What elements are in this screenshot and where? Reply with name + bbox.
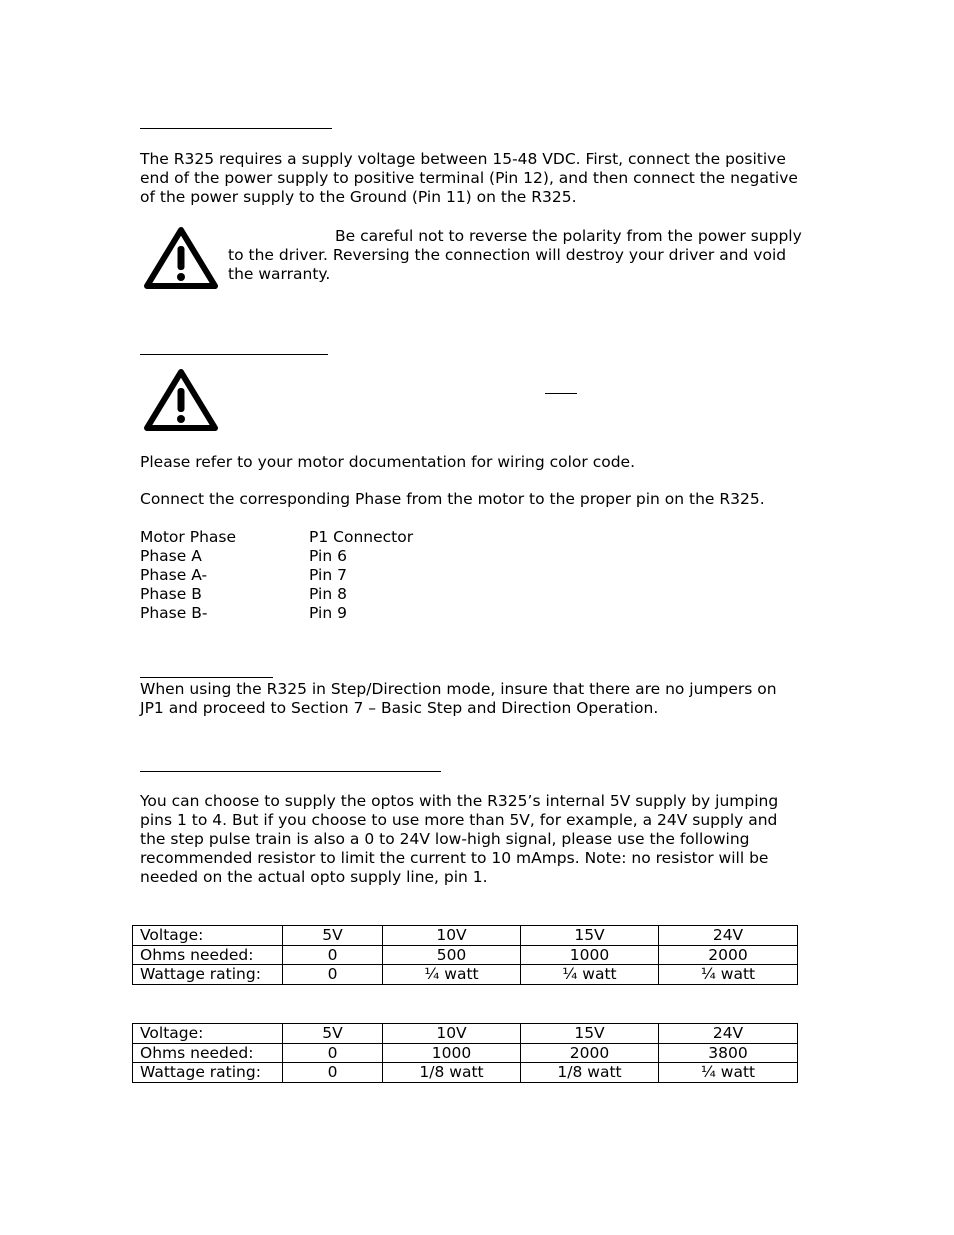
- table-cell: 10V: [383, 1024, 521, 1044]
- table-cell: 0: [283, 945, 383, 965]
- table-cell: Wattage rating:: [133, 965, 283, 985]
- text-line: You can choose to supply the optos with the R325’s internal 5V supply by jumping: [140, 792, 779, 810]
- table-cell: 3800: [659, 1043, 798, 1063]
- connector-cell: Pin 9: [309, 604, 347, 622]
- table-cell: 15V: [521, 1024, 659, 1044]
- polarity-warning-line: to the driver. Reversing the connection will destroy your driver and void: [228, 246, 787, 264]
- warning-triangle-icon: [144, 368, 218, 432]
- text-line: needed on the actual opto supply line, pin 1.: [140, 868, 488, 886]
- table-cell: ¼ watt: [521, 965, 659, 985]
- table-row: [133, 1063, 798, 1083]
- connector-cell: Pin 8: [309, 585, 347, 603]
- text-line: the step pulse train is also a 0 to 24V low-high signal, please use the following: [140, 830, 750, 848]
- table-cell: 15V: [521, 926, 659, 946]
- phase-cell: Phase A-: [140, 566, 208, 584]
- text-line: The R325 requires a supply voltage between 15-48 VDC. First, connect the positive: [140, 150, 786, 168]
- phase-cell: Phase A: [140, 547, 202, 565]
- section-heading-rule: [140, 771, 441, 772]
- table-cell: 24V: [659, 926, 798, 946]
- opto-paragraph: [140, 792, 820, 887]
- table-row: [133, 926, 798, 946]
- text-line: end of the power supply to positive terminal (Pin 12), and then connect the negative: [140, 169, 798, 187]
- table-cell: ¼ watt: [659, 965, 798, 985]
- table-cell: 2000: [659, 945, 798, 965]
- motor-connect-text: Connect the corresponding Phase from the motor to the proper pin on the R325.: [140, 490, 765, 508]
- table-cell: 10V: [383, 926, 521, 946]
- polarity-warning-line: Be careful not to reverse the polarity from the power supply: [335, 227, 802, 245]
- table-cell: 1000: [521, 945, 659, 965]
- phase-table-row: [140, 585, 347, 604]
- connector-cell: Pin 7: [309, 566, 347, 584]
- table-cell: 1/8 watt: [383, 1063, 521, 1083]
- table-cell: 0: [283, 1063, 383, 1083]
- text-line: pins 1 to 4. But if you choose to use more than 5V, for example, a 24V supply and: [140, 811, 778, 829]
- table-cell: 500: [383, 945, 521, 965]
- table-cell: 24V: [659, 1024, 798, 1044]
- table-cell: 1000: [383, 1043, 521, 1063]
- phase-table-row: [140, 604, 347, 623]
- phase-table-row: [140, 566, 347, 585]
- motor-refer-text: Please refer to your motor documentation for wiring color code.: [140, 453, 636, 471]
- polarity-warning-line: the warranty.: [228, 265, 331, 283]
- phase-cell: Phase B: [140, 585, 202, 603]
- table-cell: Ohms needed:: [133, 1043, 283, 1063]
- stepdir-paragraph: [140, 680, 820, 718]
- table-cell: 2000: [521, 1043, 659, 1063]
- warning-triangle-icon: [144, 226, 218, 290]
- resistor-table-2: [132, 1023, 798, 1083]
- table-cell: ¼ watt: [659, 1063, 798, 1083]
- text-line: JP1 and proceed to Section 7 – Basic Step and Direction Operation.: [140, 699, 659, 717]
- text-line: recommended resistor to limit the current to 10 mAmps. Note: no resistor will be: [140, 849, 769, 867]
- connector-cell: P1 Connector: [309, 528, 414, 546]
- table-row: [133, 945, 798, 965]
- text-line: When using the R325 in Step/Direction mode, insure that there are no jumpers on: [140, 680, 777, 698]
- section-heading-rule: [140, 354, 328, 355]
- table-cell: Voltage:: [133, 926, 283, 946]
- resistor-table-1: [132, 925, 798, 985]
- phase-table-header: [140, 528, 414, 547]
- table-cell: Wattage rating:: [133, 1063, 283, 1083]
- table-cell: 5V: [283, 926, 383, 946]
- connector-cell: Pin 6: [309, 547, 347, 565]
- table-cell: 5V: [283, 1024, 383, 1044]
- table-row: [133, 1024, 798, 1044]
- table-cell: Ohms needed:: [133, 945, 283, 965]
- phase-cell: Phase B-: [140, 604, 208, 622]
- table-cell: 1/8 watt: [521, 1063, 659, 1083]
- text-line: of the power supply to the Ground (Pin 11) on the R325.: [140, 188, 577, 206]
- table-row: [133, 1043, 798, 1063]
- table-cell: 0: [283, 1043, 383, 1063]
- table-row: [133, 965, 798, 985]
- table-cell: ¼ watt: [383, 965, 521, 985]
- phase-table-row: [140, 547, 347, 566]
- underline-rule: [545, 393, 577, 394]
- power-paragraph: [140, 150, 820, 207]
- section-heading-rule: [140, 677, 273, 678]
- table-cell: Voltage:: [133, 1024, 283, 1044]
- section-heading-rule: [140, 128, 332, 129]
- table-cell: 0: [283, 965, 383, 985]
- phase-cell: Motor Phase: [140, 528, 236, 546]
